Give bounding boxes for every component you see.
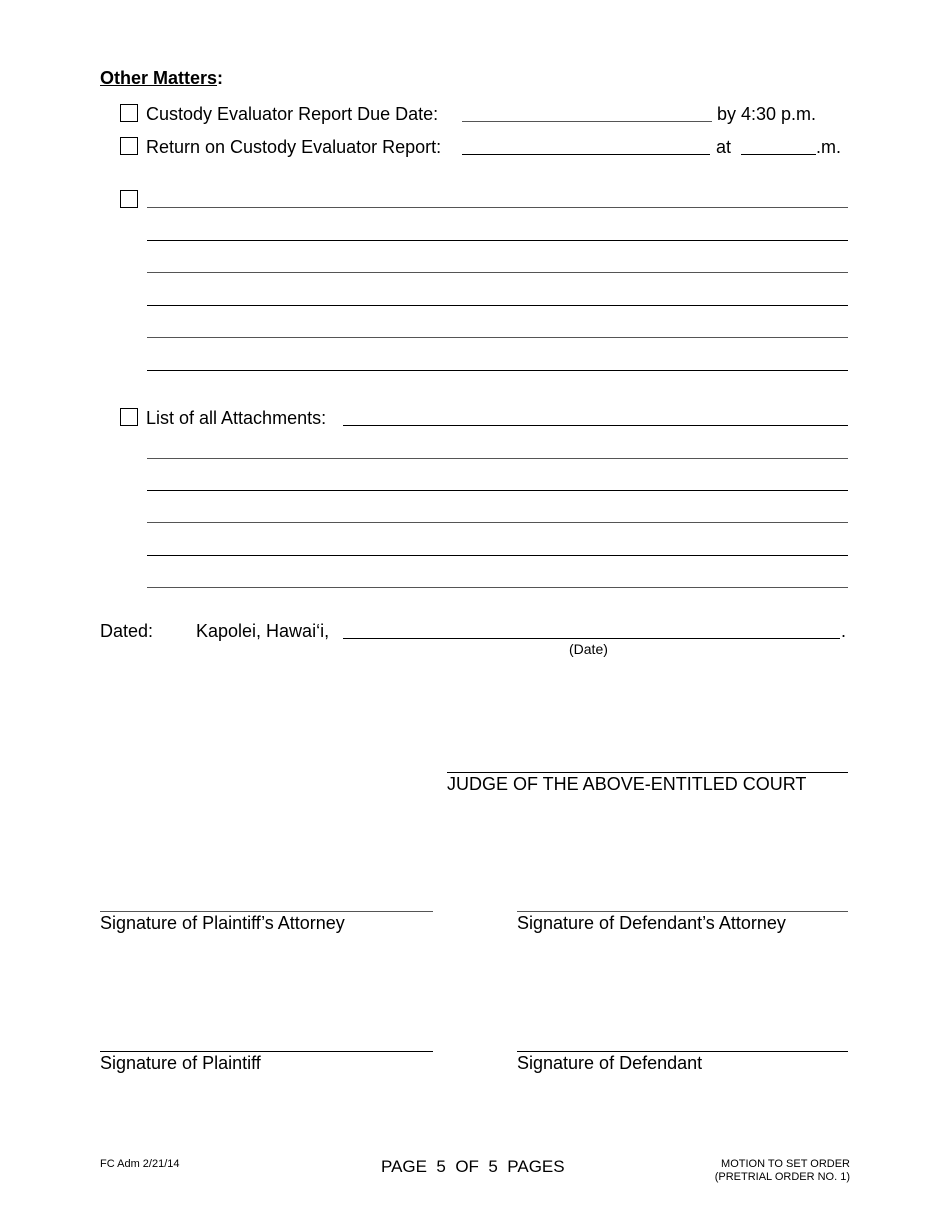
attachments-line-3[interactable] xyxy=(147,490,848,491)
custody-return-checkbox[interactable] xyxy=(120,137,138,155)
attachments-line-5[interactable] xyxy=(147,555,848,556)
custody-return-date-field[interactable] xyxy=(462,154,710,155)
defendant-attorney-signature-label: Signature of Defendant’s Attorney xyxy=(517,913,786,933)
dated-place: Kapolei, Hawai‘i, xyxy=(196,621,330,641)
attachments-label: List of all Attachments: xyxy=(146,408,327,428)
section-heading-title: Other Matters xyxy=(100,68,218,88)
footer-doc-title xyxy=(630,1158,850,1184)
custody-return-label: Return on Custody Evaluator Report: xyxy=(146,137,442,157)
other-matter-line-4[interactable] xyxy=(147,305,848,306)
section-heading xyxy=(100,68,223,88)
attachments-line-2[interactable] xyxy=(147,458,848,459)
defendant-signature-label: Signature of Defendant xyxy=(517,1053,703,1073)
date-caption: (Date) xyxy=(569,641,608,657)
custody-due-checkbox[interactable] xyxy=(120,104,138,122)
custody-return-suffix: .m. xyxy=(816,137,841,157)
custody-return-time-field[interactable] xyxy=(741,154,816,155)
custody-due-date-field[interactable] xyxy=(462,121,712,122)
dated-period: . xyxy=(841,621,847,641)
footer-doc-title-line-2: (PRETRIAL ORDER NO. 1) xyxy=(714,1171,850,1183)
other-matter-checkbox[interactable] xyxy=(120,190,138,208)
plaintiff-attorney-signature-label: Signature of Plaintiff’s Attorney xyxy=(100,913,345,933)
attachments-line-4[interactable] xyxy=(147,522,848,523)
custody-due-label: Custody Evaluator Report Due Date: xyxy=(146,104,439,124)
other-matter-line-6[interactable] xyxy=(147,370,848,371)
defendant-attorney-signature-line[interactable] xyxy=(517,911,848,912)
plaintiff-signature-label: Signature of Plaintiff xyxy=(100,1053,261,1073)
section-heading-colon: : xyxy=(217,68,224,88)
footer-form-id: FC Adm 2/21/14 xyxy=(100,1158,180,1170)
attachments-line-1[interactable] xyxy=(343,425,848,426)
other-matter-line-1[interactable] xyxy=(147,207,848,208)
other-matter-line-3[interactable] xyxy=(147,272,848,273)
plaintiff-attorney-signature-line[interactable] xyxy=(100,911,433,912)
other-matter-line-5[interactable] xyxy=(147,337,848,338)
custody-return-at-label: at xyxy=(716,137,732,157)
other-matter-line-2[interactable] xyxy=(147,240,848,241)
custody-due-suffix: by 4:30 p.m. xyxy=(717,104,817,124)
defendant-signature-line[interactable] xyxy=(517,1051,848,1052)
attachments-line-6[interactable] xyxy=(147,587,848,588)
attachments-checkbox[interactable] xyxy=(120,408,138,426)
judge-signature-label: JUDGE OF THE ABOVE-ENTITLED COURT xyxy=(447,774,807,794)
plaintiff-signature-line[interactable] xyxy=(100,1051,433,1052)
judge-signature-line[interactable] xyxy=(447,772,848,773)
footer-page-number: PAGE 5 OF 5 PAGES xyxy=(381,1157,565,1176)
footer-doc-title-line-1: MOTION TO SET ORDER xyxy=(721,1158,850,1170)
dated-label: Dated: xyxy=(100,621,154,641)
